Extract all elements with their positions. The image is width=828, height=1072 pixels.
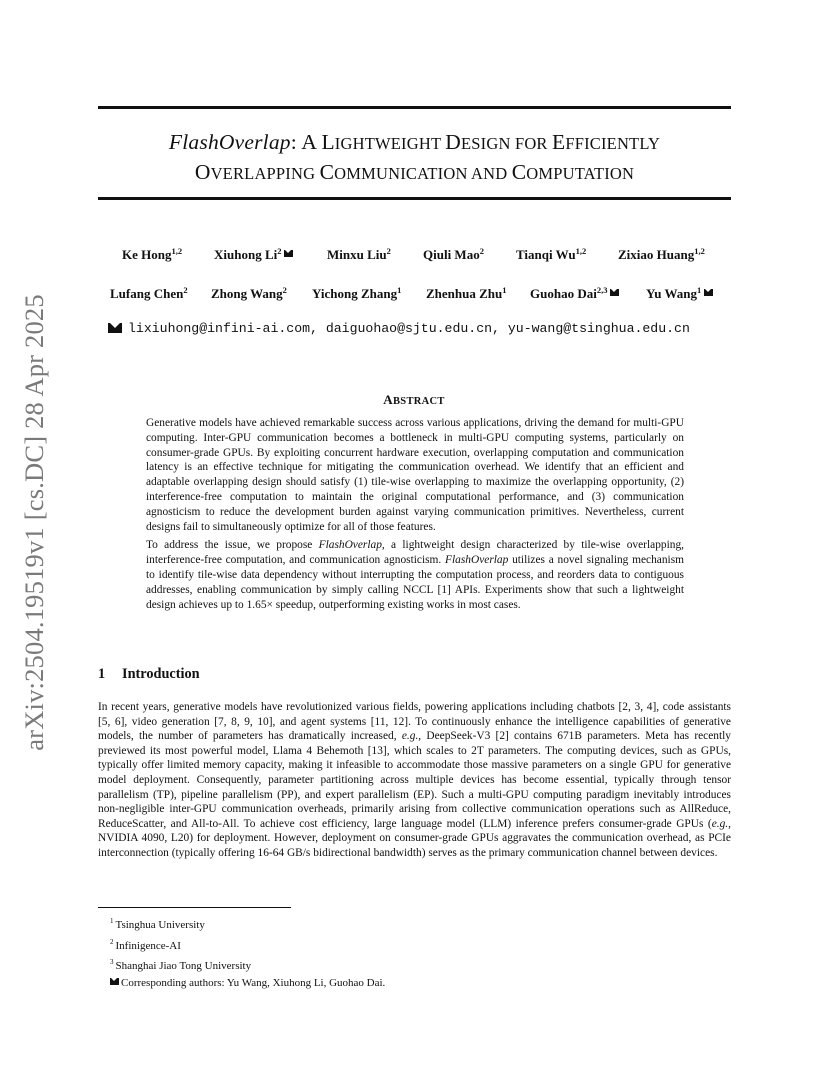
title-word-rest: FFICIENTLY [565,134,661,153]
abstract-paragraph-2 [146,538,684,612]
author [214,246,293,263]
title-bottom-rule [98,197,731,200]
title-word-cap: D [445,130,462,154]
footnote [110,913,385,934]
author-affiliation: 1 [397,285,402,295]
author-name: Ke Hong [122,247,172,262]
envelope-icon [108,323,122,333]
author [312,285,401,302]
title-line-1 [98,128,731,158]
footnote-text: Tsinghua University [115,919,205,931]
abstract-system-name: FlashOverlap [445,554,509,567]
author-affiliation: 2 [183,285,188,295]
footnote [110,954,385,975]
title-word-rest: OMPUTATION [526,164,635,183]
author [646,285,713,302]
envelope-icon [284,250,293,257]
author-affiliation: 1,2 [575,246,587,256]
title-word-rest: OMMUNICATION AND [334,164,512,183]
author-affiliation: 1 [696,285,702,295]
author-affiliation: 1,2 [694,246,705,256]
author [530,285,619,302]
intro-emphasis: e.g. [711,817,729,830]
author-name: Zixiao Huang [618,247,695,262]
footnote [110,934,385,955]
intro-text: , NVIDIA 4090, L20) for deployment. However, deployment on consumer-grade GPUs aggravates the communication overhead, as PCIe interconnection (typically offering 16-64 GB/s bidirectional bandwidth) serves as the primary communication channel between devices. [98,817,731,859]
author-row-1 [0,246,828,264]
arxiv-id-text: arXiv:2504.19519v1 [cs.DC] 28 Apr 2025 [18,294,49,751]
envelope-icon [610,289,619,296]
author-name: Qiuli Mao [423,247,480,262]
author-affiliation: 2 [479,246,484,256]
intro-text: In recent years, generative models have revolutionized various fields, powering applications including chatbots [2, 3, 4], code assistants [5, 6], video generation [7, 8, 9, 10], and agent systems [11, 12]. To continuously enhance the intelligence capabilities of generative models, the number of parameters has dramatically increased, [98,701,731,743]
email-list[interactable]: lixiuhong@infini-ai.com, daiguohao@sjtu.edu.cn, yu-wang@tsinghua.edu.cn [128,321,690,336]
paper-title [98,128,731,188]
abstract-body [146,416,684,612]
author [211,285,287,302]
author-name: Tianqi Wu [516,247,576,262]
author [423,246,484,263]
title-line-2 [98,158,731,188]
abstract-heading [0,392,828,408]
section-heading [98,666,200,683]
author-name: Guohao Dai [530,286,597,301]
title-word-rest: IGHTWEIGHT [334,134,446,153]
author-affiliation: 2 [386,246,391,256]
author-affiliation: 2,3 [596,285,608,295]
abstract-text: To address the issue, we propose [146,539,319,552]
author-name: Lufang Chen [110,286,184,301]
intro-text: , DeepSeek-V3 [2] contains 671B parameters. Meta has recently previewed its most powerful model, Llama 4 Behemoth [13], which scales to 2T parameters. The computing devices, such as GPUs, typically offer limited memory capacity, making it infeasible to accommodate those massive parameters on a single GPU for generative model deployment. Consequently, parameter partitioning across multiple devices has become essential, typically through tensor parallelism (TP), pipeline parallelism (PP), and expert parallelism (EP). Such a multi-GPU computing paradigm inevitably introduces non-negligible inter-GPU communication overheads, primarily arising from collective communication operations such as AllReduce, ReduceScatter, and All-to-All. To achieve cost efficiency, large language model (LLM) inference prefers consumer-grade GPUs ( [98,730,731,830]
section-number: 1 [98,666,106,682]
footnote-mark: 1 [110,917,114,925]
author-affiliation: 2 [282,285,287,295]
author-name: Yichong Zhang [312,286,398,301]
footnote [110,975,385,992]
footnote-rule [98,907,291,908]
envelope-icon [110,978,119,985]
title-word-cap: C [319,160,335,184]
author-name: Zhenhua Zhu [426,286,503,301]
title-word-cap: C [511,160,527,184]
introduction-body [98,700,731,861]
title-word-cap: L [321,130,335,154]
author-name: Minxu Liu [327,247,387,262]
footnote-text: Shanghai Jiao Tong University [115,960,252,972]
title-word-rest: ESIGN FOR [461,134,552,153]
footnote-text: Corresponding authors: Yu Wang, Xiuhong Li, Guohao Dai. [121,976,386,989]
envelope-icon [704,289,713,296]
author-emails [108,321,690,336]
abstract-text: , a lightweight design characterized by tile-wise overlapping, interference-free computation, and communication agnosticism. [146,539,684,567]
footnotes [110,913,385,991]
author [426,285,507,302]
abstract-heading-rest: BSTRACT [393,396,445,407]
author [618,246,705,263]
title-word: A [296,130,322,154]
intro-paragraph-1 [98,700,731,861]
author [122,246,182,263]
author [110,285,188,302]
author-name: Yu Wang [646,286,697,301]
title-system-name: FlashOverlap [168,130,291,154]
abstract-paragraph-1: Generative models have achieved remarkable success across various applications, driving the demand for multi-GPU computing. Inter-GPU communication becomes a bottleneck in multi-GPU computing systems, particularly on consumer-grade GPUs. By exploiting concurrent hardware execution, overlapping computation and communication latency is an effective technique for mitigating the communication overhead. We identify that an efficient and adaptable overlapping design should satisfy (1) tile-wise overlapping to maximize the overlapping opportunity, (2) interference-free computation to maintain the original computational performance, and (3) communication agnosticism to reduce the development burden against varying communication primitives. Nevertheless, current designs fail to simultaneously optimize for all of those features. [146,417,684,533]
author-row-2 [0,285,828,303]
title-word-rest: VERLAPPING [210,164,320,183]
author-name: Xiuhong Li [214,247,278,262]
author-name: Zhong Wang [211,286,283,301]
author-affiliation: 1,2 [171,246,183,256]
arxiv-side-identifier [14,285,54,760]
footnote-text: Infinigence-AI [115,939,181,952]
title-top-rule [98,106,731,109]
abstract-heading-cap: A [383,392,393,407]
title-colon: : [290,130,297,154]
title-word-cap: O [194,160,211,184]
footnote-mark: 3 [110,958,114,966]
author-affiliation: 1 [502,285,507,295]
abstract-system-name: FlashOverlap [318,539,382,552]
author [327,246,391,263]
author [516,246,586,263]
footnote-mark: 2 [110,937,114,946]
title-word-cap: E [551,130,566,154]
intro-emphasis: e.g. [401,730,419,743]
section-title: Introduction [122,666,200,682]
abstract-text: utilizes a novel signaling mechanism to identify tile-wise data dependency without interrupting the computation process, and reorders data to contiguous addresses, enabling communication by simply calling NCCL [1] APIs. Experiments show that such a lightweight design achieves up to 1.65× speedup, outperforming existing works in most cases. [146,554,685,611]
author-affiliation: 2 [277,246,282,256]
